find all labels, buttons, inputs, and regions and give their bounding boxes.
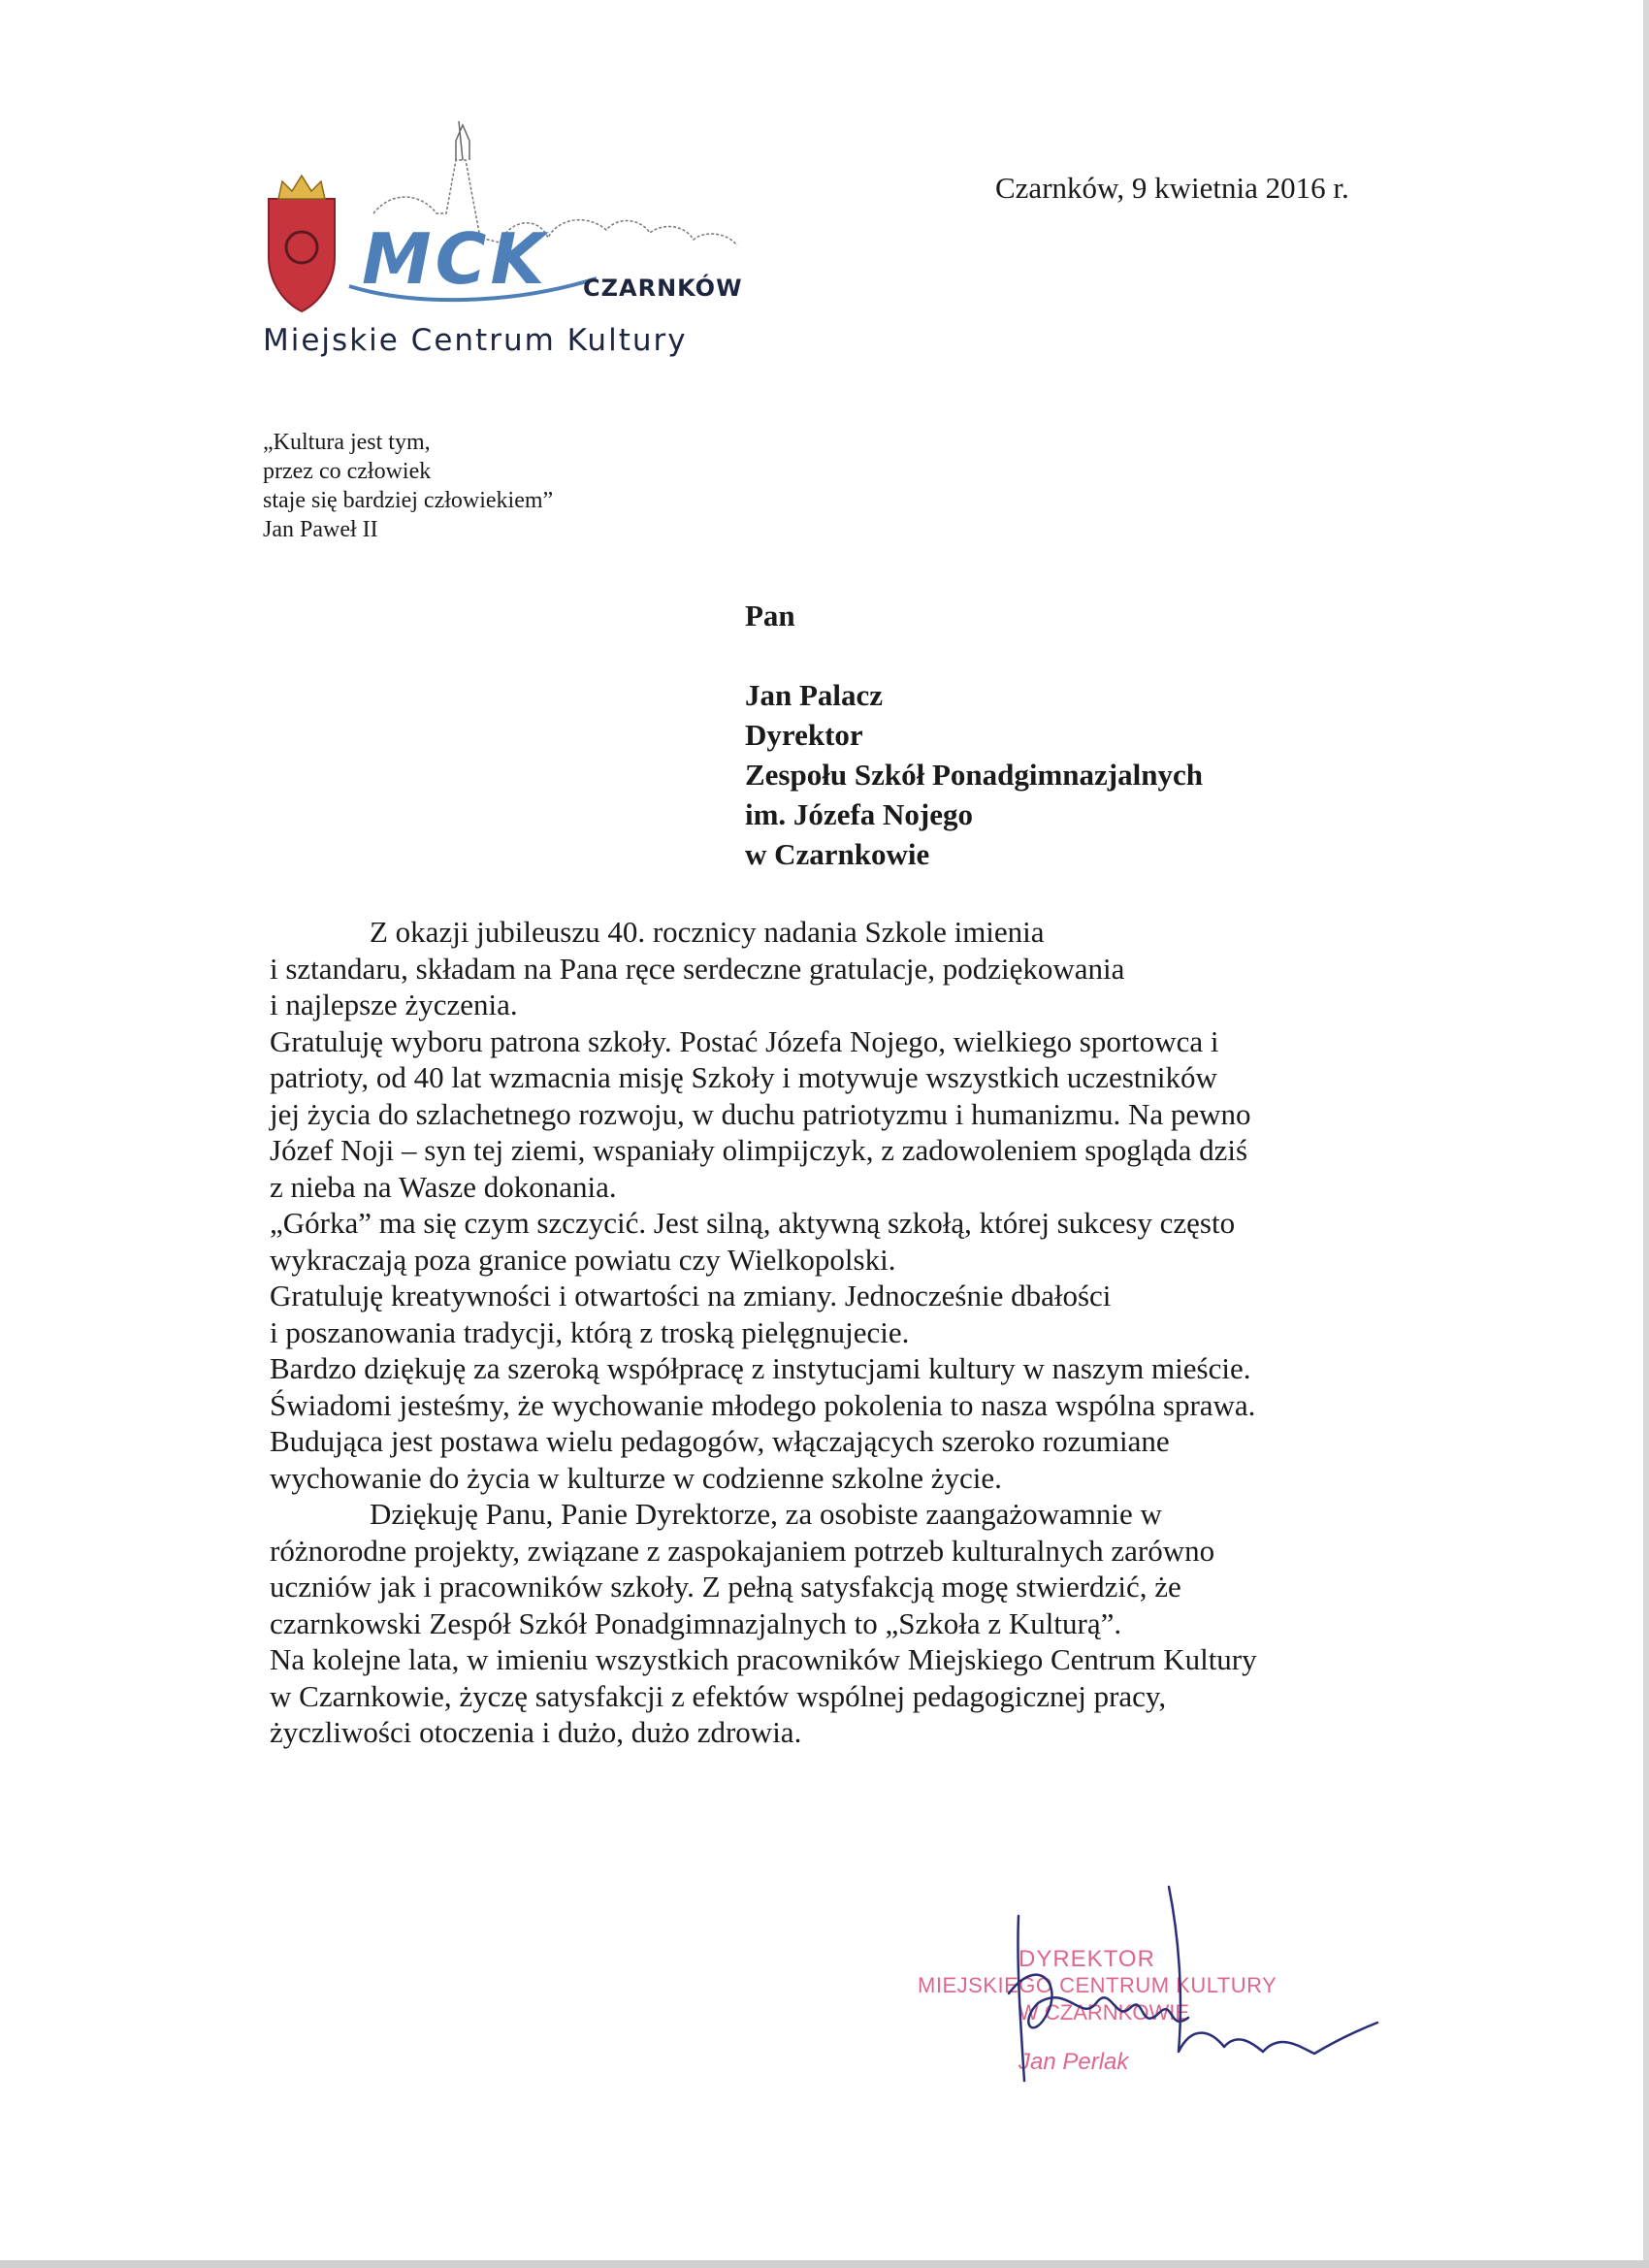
tower-outline [456, 121, 469, 160]
body-line: Dziękuję Panu, Panie Dyrektorze, za osobiste zaangażowamnie w [370, 1497, 1162, 1531]
mck-logo [257, 121, 761, 364]
letter-date: Czarnków, 9 kwietnia 2016 r. [995, 171, 1349, 205]
body-line: wychowanie do życia w kulturze w codzienne szkolne życie. [270, 1460, 1002, 1495]
letter-body [270, 914, 1434, 1751]
stamp-line: W CZARNKOWIE [1018, 2000, 1189, 2025]
recipient-school-patron: im. Józefa Nojego [745, 797, 973, 831]
recipient-gap [745, 635, 1203, 675]
recipient-town: w Czarnkowie [745, 837, 930, 871]
logo-subtitle: Miejskie Centrum Kultury [263, 323, 688, 358]
body-line: i najlepsze życzenia. [270, 988, 518, 1021]
page-edge [1643, 0, 1649, 2268]
body-line: wykraczają poza granice powiatu czy Wielkopolski. [270, 1242, 896, 1277]
recipient-salutation: Pan [745, 599, 795, 632]
logo-letters: MCK [362, 218, 549, 300]
body-line: życzliwości otoczenia i dużo, dużo zdrowia. [270, 1715, 802, 1749]
body-line: w Czarnkowie, życzę satysfakcji z efektów wspólnej pedagogicznej pracy, [270, 1678, 1167, 1713]
quote-line: przez co człowiek [263, 459, 432, 484]
coat-of-arms-shield [269, 199, 335, 311]
body-line: czarnkowski Zespół Szkół Ponadgimnazjalnych to „Szkoła z Kulturą”. [270, 1605, 1122, 1640]
body-line: różnorodne projekty, związane z zaspokajaniem potrzeb kulturalnych zarówno [270, 1533, 1215, 1568]
handwritten-signature [970, 1877, 1387, 2100]
quote-block [263, 428, 553, 544]
body-line: Świadomi jesteśmy, że wychowanie młodego pokolenia to nasza wspólna sprawa. [270, 1387, 1256, 1422]
page-edge-bottom [0, 2260, 1649, 2268]
body-line: Budująca jest postawa wielu pedagogów, włączających szeroko rozumiane [270, 1424, 1170, 1458]
logo-town: CZARNKÓW [583, 275, 743, 302]
body-line: i sztandaru, składam na Pana ręce serdeczne gratulacje, podziękowania [270, 951, 1125, 986]
quote-line: „Kultura jest tym, [263, 430, 431, 455]
stamp-name: Jan Perlak [1018, 2049, 1129, 2075]
body-line: Gratuluję wyboru patrona szkoły. Postać Józefa Nojego, wielkiego sportowca i [270, 1023, 1219, 1058]
body-line: Józef Noji – syn tej ziemi, wspaniały olimpijczyk, z zadowoleniem spogląda dziś [270, 1133, 1248, 1167]
body-line: jej życia do szlachetnego rozwoju, w duchu patriotyzmu i humanizmu. Na pewno [270, 1096, 1251, 1131]
recipient-name: Jan Palacz [745, 678, 884, 712]
body-line: Bardzo dziękuję za szeroką współpracę z instytucjami kultury w naszym mieście. [270, 1351, 1251, 1385]
stamp-line: DYREKTOR [1018, 1946, 1155, 1972]
body-line: i poszanowania tradycji, którą z troską pielęgnujecie. [270, 1314, 910, 1349]
body-line: „Górka” ma się czym szczycić. Jest silną, aktywną szkołą, której sukcesy często [270, 1206, 1236, 1240]
body-line: patrioty, od 40 lat wzmacnia misję Szkoły i motywuje wszystkich uczestników [270, 1060, 1217, 1094]
body-line: z nieba na Wasze dokonania. [270, 1169, 617, 1204]
body-line: uczniów jak i pracowników szkoły. Z pełną satysfakcją mogę stwierdzić, że [270, 1570, 1181, 1604]
body-line: Z okazji jubileuszu 40. rocznicy nadania Szkole imienia [370, 915, 1045, 949]
quote-author: Jan Paweł II [263, 517, 378, 542]
recipient-school: Zespołu Szkół Ponadgimnazjalnych [745, 758, 1203, 792]
crown-shape [278, 176, 325, 199]
recipient-title: Dyrektor [745, 718, 863, 752]
stamp-line: MIEJSKIEGO CENTRUM KULTURY [918, 1973, 1277, 1997]
recipient-block [745, 596, 1203, 874]
body-line: Gratuluję kreatywności i otwartości na zmiany. Jednocześnie dbałości [270, 1279, 1112, 1312]
quote-line: staje się bardziej człowiekiem” [263, 488, 554, 513]
body-line: Na kolejne lata, w imieniu wszystkich pracowników Miejskiego Centrum Kultury [270, 1642, 1257, 1676]
